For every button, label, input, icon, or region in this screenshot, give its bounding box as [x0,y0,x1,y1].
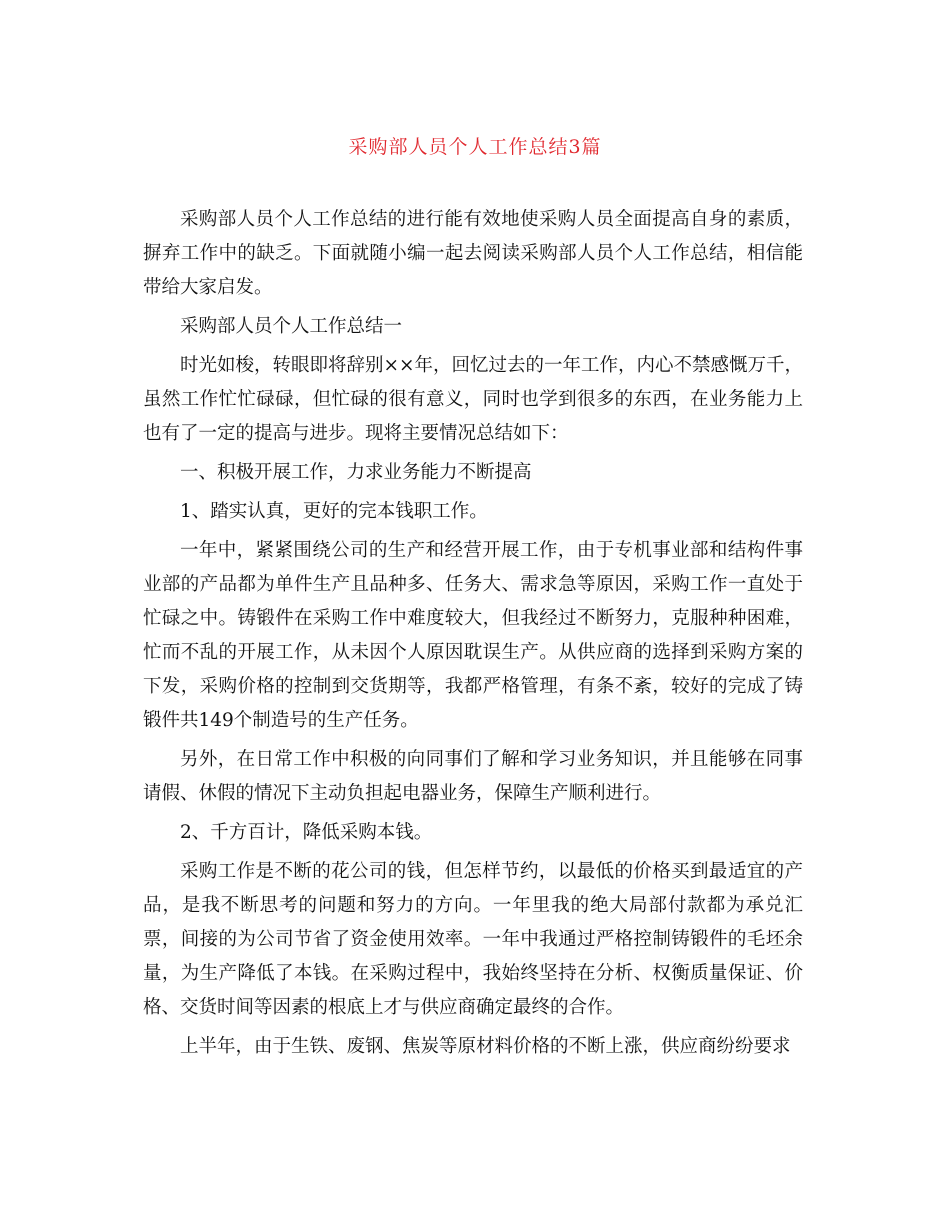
section-heading: 采购部人员个人工作总结一 [180,316,403,337]
subsection-item: 1、踏实认真，更好的完本钱职工作。 [180,501,488,522]
paragraph: 上半年，由于生铁、废钢、焦炭等原材料价格的不断上涨，供应商纷纷要求 [180,1036,791,1057]
document-title: 采购部人员个人工作总结3篇 [348,136,602,158]
paragraph: 一年中，紧紧围绕公司的生产和经营开展工作，由于专机事业部和结构件事业部的产品都为单件生产且品种多、任务大、需求急等原因，采购工作一直处于忙碌之中。铸锻件在采购工作中难度较大，但我经过不断努力，克服种种困难，忙而不乱的开展工作，从未因个人原因耽误生产。从供应商的选择到采购方案的下发，采购价格的控制到交货期等，我都严格管理，有条不紊，较好的完成了铸锻件共149个制造号的生产任务。 [143,540,803,731]
paragraph: 时光如梭，转眼即将辞别××年，回忆过去的一年工作，内心不禁感慨万千，虽然工作忙忙碌碌，但忙碌的很有意义，同时也学到很多的东西，在业务能力上也有了一定的提高与进步。现将主要情况总结如下： [143,355,804,444]
paragraph-intro: 采购部人员个人工作总结的进行能有效地使采购人员全面提高自身的素质，摒弃工作中的缺乏。下面就随小编一起去阅读采购部人员个人工作总结，相信能带给大家启发。 [143,209,803,298]
subsection-heading: 一、积极开展工作，力求业务能力不断提高 [180,462,532,483]
paragraph: 采购工作是不断的花公司的钱，但怎样节约，以最低的价格买到最适宜的产品，是我不断思考的问题和努力的方向。一年里我的绝大局部付款都为承兑汇票，间接的为公司节省了资金使用效率。一年中我通过严格控制铸锻件的毛坯余量，为生产降低了本钱。在采购过程中，我始终坚持在分析、权衡质量保证、价格、交货时间等因素的根底上才与供应商确定最终的合作。 [143,861,803,1018]
paragraph: 另外，在日常工作中积极的向同事们了解和学习业务知识，并且能够在同事请假、休假的情况下主动负担起电器业务，保障生产顺利进行。 [143,749,803,804]
document-body [143,203,803,1069]
subsection-item: 2、千方百计，降低采购本钱。 [180,822,433,843]
